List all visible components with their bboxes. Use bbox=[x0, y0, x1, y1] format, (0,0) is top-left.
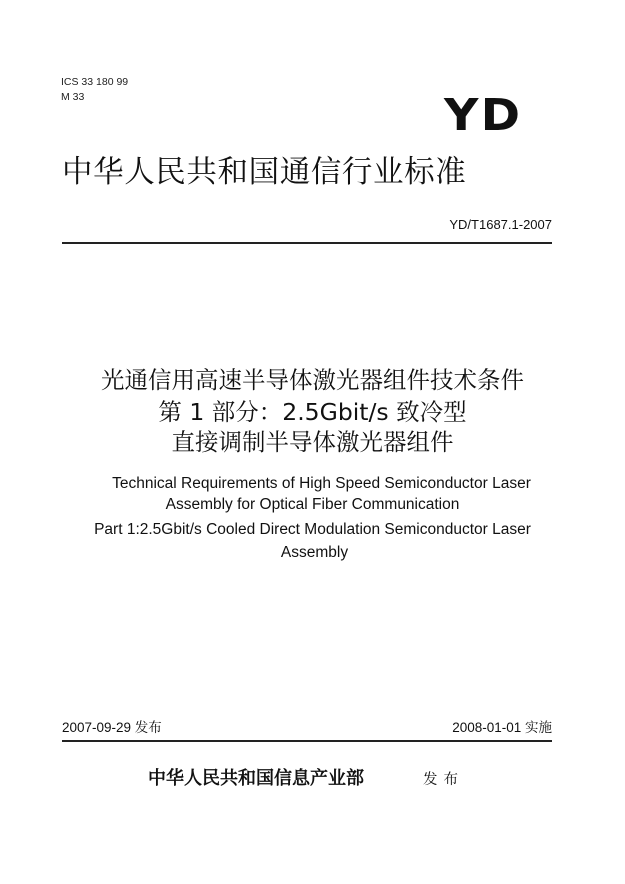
implementation-date: 2008-01-01 实施 bbox=[452, 720, 552, 735]
chinese-title-line-2: 第 1 部分：2.5Gbit/s 致冷型 bbox=[158, 398, 467, 426]
english-title-line-4: Assembly bbox=[280, 544, 349, 561]
english-title-line-1: Technical Requirements of High Speed Semiconductor Laser bbox=[112, 475, 531, 492]
footer-divider bbox=[62, 740, 552, 742]
classification-block bbox=[61, 75, 128, 105]
header-divider bbox=[62, 242, 552, 244]
chinese-title-line-1: 光通信用高速半导体激光器组件技术条件 bbox=[101, 366, 524, 394]
chinese-title-line-3: 直接调制半导体激光器组件 bbox=[171, 428, 454, 456]
standard-category-title: 中华人民共和国通信行业标准 bbox=[62, 155, 467, 190]
issuing-authority: 中华人民共和国信息产业部 bbox=[148, 768, 364, 789]
standard-logo: YD bbox=[444, 90, 523, 141]
english-title-line-3: Part 1:2.5Gbit/s Cooled Direct Modulation Semiconductor Laser bbox=[94, 521, 531, 538]
ccs-code: M 33 bbox=[61, 91, 85, 103]
issue-date: 2007-09-29 发布 bbox=[62, 720, 162, 735]
standard-number: YD/T1687.1-2007 bbox=[449, 217, 552, 232]
english-title-line-2: Assembly for Optical Fiber Communication bbox=[165, 496, 460, 513]
ics-code: ICS 33 180 99 bbox=[61, 76, 129, 88]
issuing-action: 发布 bbox=[423, 772, 464, 788]
